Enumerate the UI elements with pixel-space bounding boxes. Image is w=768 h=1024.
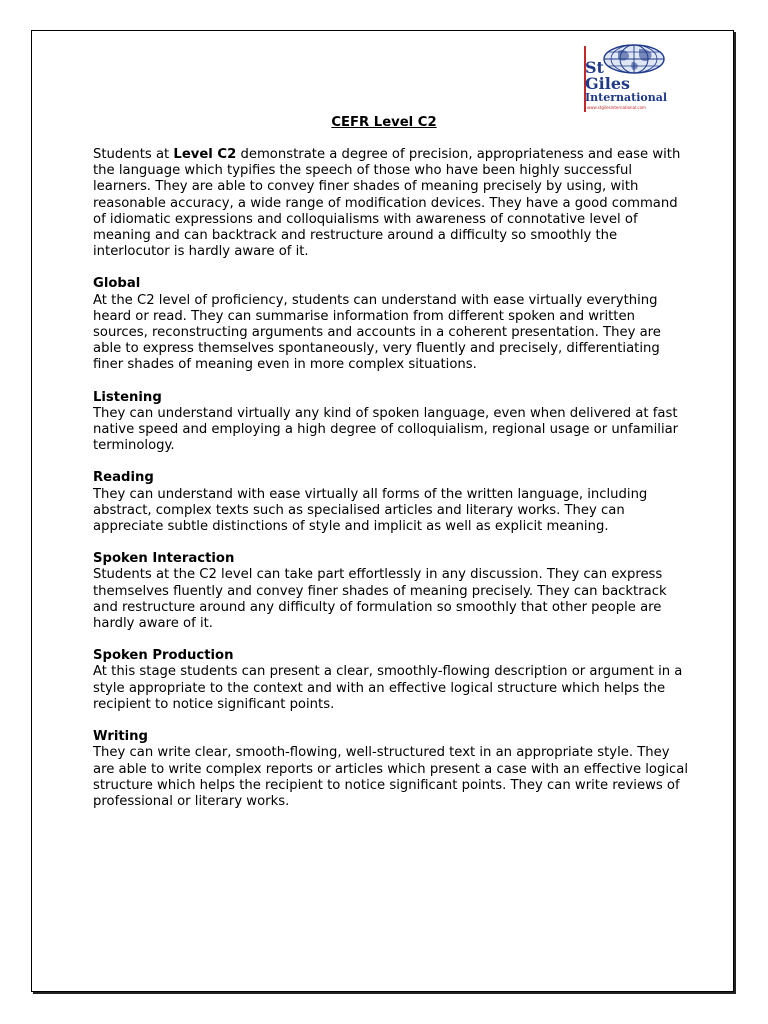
section-writing <box>93 729 693 810</box>
section-reading <box>93 470 693 535</box>
section-body: Students at the C2 level can take part effortlessly in any discussion. They can express themselves fluently and convey finer shades of meaning precisely. They can backtrack and restructure around any difficulty of formulation so smoothly that other people are hardly aware of it. <box>93 567 667 632</box>
section-spoken-interaction <box>93 551 693 632</box>
intro-text-start: Students at <box>93 147 174 162</box>
section-body: They can write clear, smooth-flowing, well-structured text in an appropriate style. They are able to write complex reports or articles which present a case with an effective logical structure which helps the recipient to notice significant points. They can write reviews of professional or literary works. <box>93 745 689 809</box>
logo-text-international: International <box>585 91 668 104</box>
globe-icon <box>604 45 664 73</box>
intro-text-rest: demonstrate a degree of precision, appropriateness and ease with the language which typifies the speech of those who have been highly successful learners. They are able to convey finer shades of meaning precisely by using, with reasonable accuracy, a wide range of modification devices. They have a good command of idiomatic expressions and colloquialisms with awareness of connotative level of meaning and can backtrack and restructure around a difficulty so smoothly the interlocutor is hardly aware of it. <box>93 147 681 260</box>
section-heading: Spoken Interaction <box>93 551 235 567</box>
document-body <box>93 147 693 826</box>
section-heading: Global <box>93 276 141 292</box>
logo-text-st: St <box>585 58 604 77</box>
section-body: At the C2 level of proficiency, students can understand with ease virtually everything heard or read. They can summarise information from different spoken and written sources, reconstructing arguments and accounts in a coherent presentation. They are able to express themselves spontaneously, very fluently and precisely, differentiating finer shades of meaning even in more complex situations. <box>93 292 661 373</box>
section-heading: Listening <box>93 389 162 405</box>
section-body: They can understand virtually any kind of spoken language, even when delivered at fast native speed and employing a high degree of colloquialism, regional usage or unfamiliar terminology. <box>93 405 679 454</box>
section-listening <box>93 390 693 455</box>
logo-url: www.stgilesinternational.com <box>587 105 646 110</box>
section-body: They can understand with ease virtually all forms of the written language, including abstract, complex texts such as specialised articles and literary works. They can appreciate subtle distinctions of style and implicit as well as explicit meaning. <box>93 486 648 535</box>
section-heading: Writing <box>93 729 148 745</box>
intro-paragraph <box>93 147 693 260</box>
st-giles-logo <box>584 43 676 115</box>
section-global <box>93 276 693 373</box>
logo-text-giles: Giles <box>585 74 631 93</box>
section-heading: Reading <box>93 470 154 486</box>
section-body: At this stage students can present a clear, smoothly-flowing description or argument in a style appropriate to the context and with an effective logical structure which helps the recipient to notice significant points. <box>93 664 683 712</box>
section-heading: Spoken Production <box>93 648 234 664</box>
intro-level-bold: Level C2 <box>173 147 237 162</box>
document-title: CEFR Level C2 <box>331 115 437 130</box>
section-spoken-production <box>93 648 693 713</box>
